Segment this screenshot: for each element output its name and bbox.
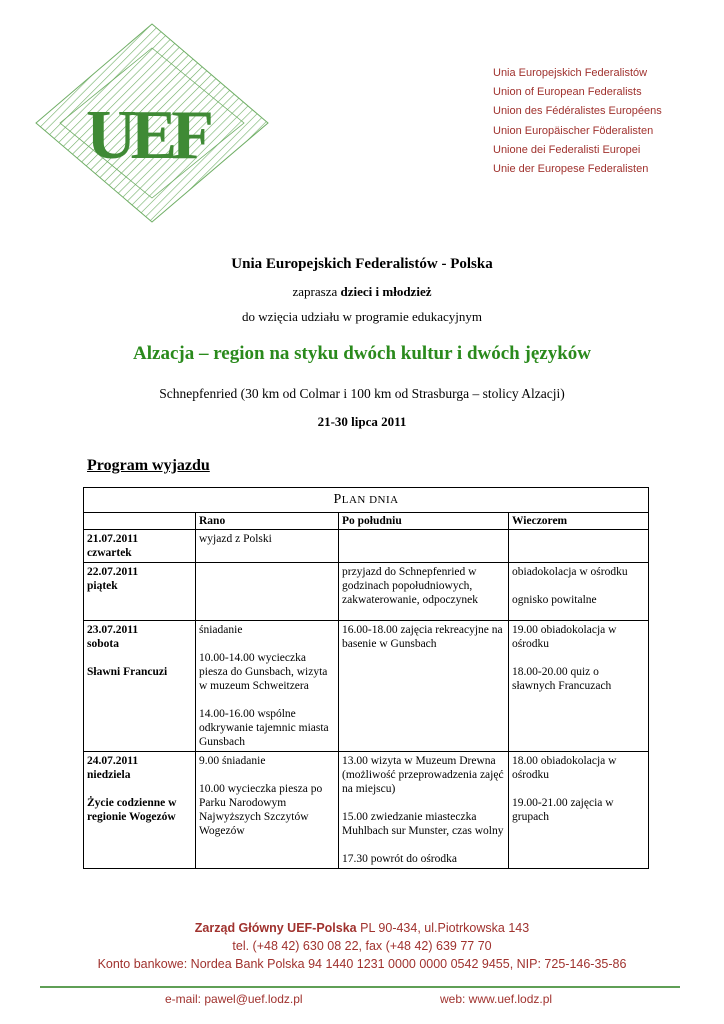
- federalists-line: Unione dei Federalisti Europei: [493, 143, 641, 156]
- plan-day-line: niedziela: [87, 769, 131, 781]
- plan-day-line: Sławni Francuzi: [87, 666, 168, 678]
- plan-day-line: 21.07.2011: [87, 533, 139, 545]
- plan-activity: 9.00 śniadanie: [199, 755, 266, 767]
- plan-wieczorem-cell: [509, 563, 649, 621]
- plan-activity: ognisko powitalne: [512, 594, 597, 606]
- plan-day-line: sobota: [87, 638, 119, 650]
- plan-rano-cell: [196, 621, 339, 752]
- plan-activity: 17.30 powrót do ośrodka: [342, 853, 457, 865]
- headline: Alzacja – region na styku dwóch kultur i dwóch języków: [133, 343, 591, 364]
- column-rano: Rano: [196, 513, 339, 530]
- program-title: Program wyjazdu: [87, 457, 210, 474]
- plan-activity: 19.00 obiadokolacja w ośrodku: [512, 624, 617, 650]
- federalists-line: Unia Europejskich Federalistów: [493, 67, 648, 79]
- plan-rano-cell: [196, 563, 339, 621]
- plan-activity: przyjazd do Schnepfenried w godzinach popołudniowych, zakwaterowanie, odpoczynek: [342, 566, 479, 606]
- plan-activity: 13.00 wizyta w Muzeum Drewna (możliwość przeprowadzenia zajęć na miejscu): [342, 755, 504, 795]
- footer-divider: [40, 986, 680, 988]
- federalists-line: Unie der Europese Federalisten: [493, 163, 649, 176]
- footer-board-name: Zarząd Główny UEF-Polska: [194, 921, 357, 935]
- plan-activity: 18.00 obiadokolacja w ośrodku: [512, 755, 617, 781]
- plan-day-line: Życie codzienne w regionie Wogezów: [87, 797, 177, 823]
- plan-day-line: piątek: [87, 580, 118, 592]
- plan-title: PLAN DNIA: [84, 488, 649, 513]
- footer-phone: tel. (+48 42) 630 08 22, fax (+48 42) 639 77 70: [232, 939, 492, 953]
- plan-wieczorem-cell: [509, 752, 649, 869]
- plan-day-cell: [84, 621, 196, 752]
- invite-audience: dzieci i młodzież: [340, 284, 432, 299]
- footer-web-link[interactable]: web: www.uef.lodz.pl: [440, 992, 553, 1006]
- logo-text: UEF: [86, 97, 208, 174]
- federalists-line: Union des Fédéralistes Européens: [493, 105, 662, 118]
- plan-wieczorem-cell: [509, 530, 649, 563]
- empty-header-cell: [84, 513, 196, 530]
- plan-day-cell: [84, 752, 196, 869]
- footer-bank: Konto bankowe: Nordea Bank Polska 94 1440 1231 0000 0000 0542 9455, NIP: 725-146-35-86: [97, 957, 627, 971]
- plan-row: [84, 563, 649, 621]
- footer-board: [0, 921, 724, 935]
- plan-row: [84, 752, 649, 869]
- plan-activity: obiadokolacja w ośrodku: [512, 566, 628, 578]
- footer-board-address: PL 90-434, ul.Piotrkowska 143: [356, 921, 530, 935]
- plan-day-cell: [84, 530, 196, 563]
- plan-day-line: czwartek: [87, 547, 132, 559]
- plan-wieczorem-cell: [509, 621, 649, 752]
- plan-activity: 16.00-18.00 zajęcia rekreacyjne na basenie w Gunsbach: [342, 624, 503, 650]
- plan-activity: 10.00-14.00 wycieczka piesza do Gunsbach, wizyta w muzeum Schweitzera: [199, 652, 328, 692]
- plan-table: [83, 487, 649, 869]
- plan-activity: wyjazd z Polski: [199, 533, 272, 545]
- plan-activity: 10.00 wycieczka piesza po Parku Narodowym Najwyższych Szczytów Wogezów: [199, 783, 323, 837]
- plan-rano-cell: [196, 530, 339, 563]
- federalists-list: [493, 64, 662, 179]
- uef-logo: [30, 18, 275, 228]
- plan-row: [84, 530, 649, 563]
- plan-activity: śniadanie: [199, 624, 243, 636]
- plan-day-cell: [84, 563, 196, 621]
- plan-popoludniu-cell: [339, 621, 509, 752]
- invite-line-1: [0, 284, 724, 300]
- plan-row: [84, 621, 649, 752]
- plan-popoludniu-cell: [339, 752, 509, 869]
- footer-email-link[interactable]: e-mail: pawel@uef.lodz.pl: [165, 992, 303, 1006]
- plan-column-header: [84, 513, 649, 530]
- dates: 21-30 lipca 2011: [317, 414, 407, 429]
- plan-activity: 14.00-16.00 wspólne odkrywanie tajemnic miasta Gunsbach: [199, 708, 329, 748]
- column-po-poludniu: Po południu: [339, 513, 509, 530]
- plan-popoludniu-cell: [339, 530, 509, 563]
- plan-activity: 19.00-21.00 zajęcia w grupach: [512, 797, 614, 823]
- invite-prefix: zaprasza: [292, 284, 341, 299]
- federalists-line: Union of European Federalists: [493, 86, 642, 99]
- plan-day-line: 24.07.2011: [87, 755, 139, 767]
- plan-day-line: [87, 651, 192, 665]
- plan-activity: 18.00-20.00 quiz o sławnych Francuzach: [512, 666, 612, 692]
- column-wieczorem: Wieczorem: [509, 513, 649, 530]
- invite-line-2: do wzięcia udziału w programie edukacyjnym: [241, 309, 483, 324]
- location: Schnepfenried (30 km od Colmar i 100 km od Strasburga – stolicy Alzacji): [159, 386, 565, 401]
- plan-popoludniu-cell: [339, 563, 509, 621]
- plan-day-line: 23.07.2011: [87, 624, 139, 636]
- plan-day-line: 22.07.2011: [87, 566, 139, 578]
- federalists-line: Union Europäischer Föderalisten: [493, 124, 654, 137]
- plan-rano-cell: [196, 752, 339, 869]
- org-title: Unia Europejskich Federalistów - Polska: [231, 256, 493, 272]
- plan-activity: 15.00 zwiedzanie miasteczka Muhlbach sur Munster, czas wolny: [342, 811, 504, 837]
- plan-day-line: [87, 782, 192, 796]
